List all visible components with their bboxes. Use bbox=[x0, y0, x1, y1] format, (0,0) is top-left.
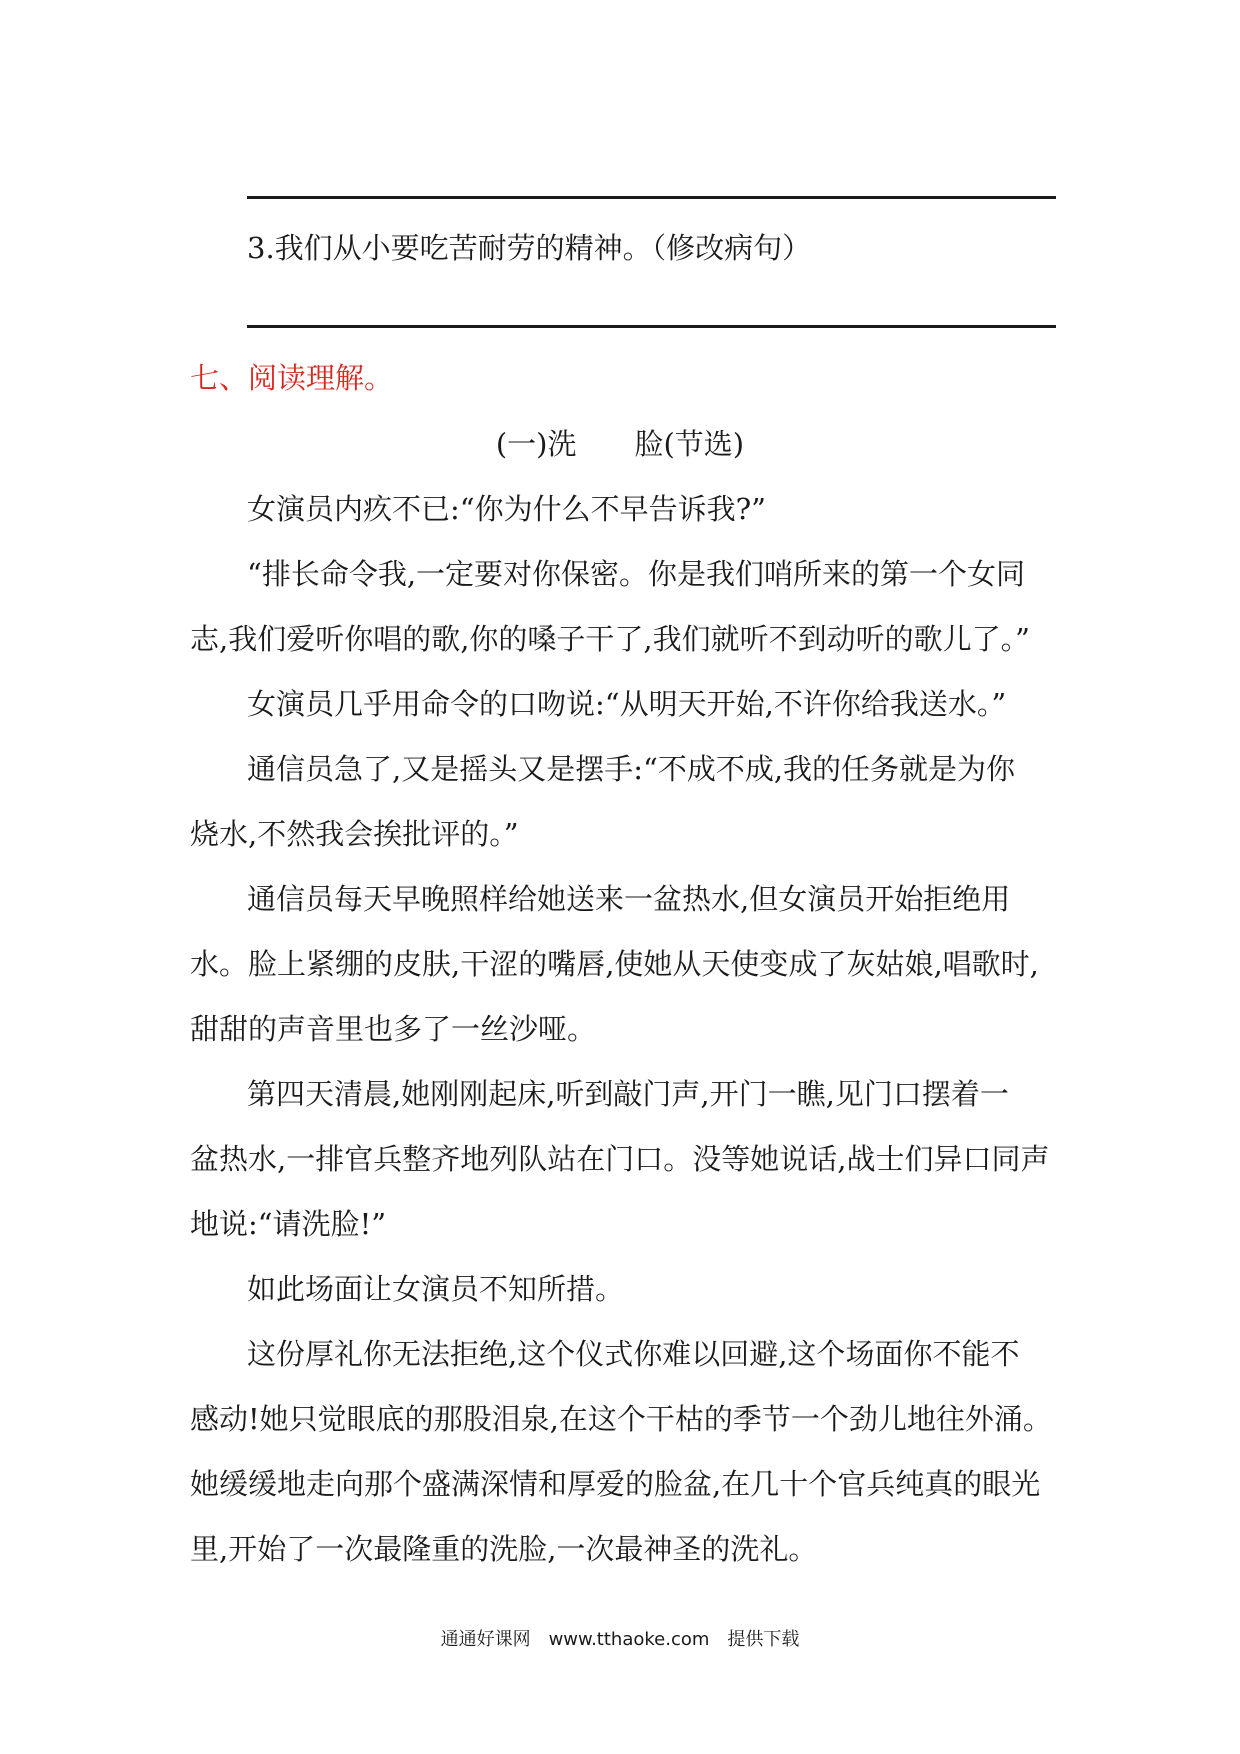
passage-line: 甜甜的声音里也多了一丝沙哑。 bbox=[190, 1012, 597, 1046]
passage-line: 女演员内疚不已:“你为什么不早告诉我?” bbox=[247, 492, 766, 526]
passage-line: 她缓缓地走向那个盛满深情和厚爱的脸盆,在几十个官兵纯真的眼光 bbox=[190, 1467, 1041, 1501]
answer-line bbox=[247, 196, 1056, 199]
passage-line: 这份厚礼你无法拒绝,这个仪式你难以回避,这个场面你不能不 bbox=[247, 1337, 1020, 1371]
question-3: 3.我们从小要吃苦耐劳的精神。（修改病句） bbox=[247, 231, 812, 265]
passage-line: 水。脸上紧绷的皮肤,干涩的嘴唇,使她从天使变成了灰姑娘,唱歌时, bbox=[190, 947, 1039, 981]
passage-line: 地说:“请洗脸!” bbox=[190, 1207, 387, 1241]
passage-line: 盆热水,一排官兵整齐地列队站在门口。没等她说话,战士们异口同声 bbox=[190, 1142, 1050, 1176]
passage-line: 烧水,不然我会挨批评的。” bbox=[190, 817, 519, 851]
passage-title: (一)洗 脸(节选) bbox=[495, 427, 745, 461]
passage-line: 里,开始了一次最隆重的洗脸,一次最神圣的洗礼。 bbox=[190, 1532, 818, 1566]
passage-line: 如此场面让女演员不知所措。 bbox=[247, 1272, 625, 1306]
passage-line: 第四天清晨,她刚刚起床,听到敲门声,开门一瞧,见门口摆着一 bbox=[247, 1077, 1009, 1111]
passage-line: “排长命令我,一定要对你保密。你是我们哨所来的第一个女同 bbox=[247, 557, 1026, 591]
passage-line: 通信员急了,又是摇头又是摆手:“不成不成,我的任务就是为你 bbox=[247, 752, 1016, 786]
passage-line: 女演员几乎用命令的口吻说:“从明天开始,不许你给我送水。” bbox=[247, 687, 1007, 721]
footer-watermark: 通通好课网 www.tthaoke.com 提供下载 bbox=[440, 1629, 800, 1650]
section-heading: 七、阅读理解。 bbox=[190, 361, 394, 395]
passage-line: 通信员每天早晚照样给她送来一盆热水,但女演员开始拒绝用 bbox=[247, 882, 1011, 916]
passage-line: 志,我们爱听你唱的歌,你的嗓子干了,我们就听不到动听的歌儿了。” bbox=[190, 622, 1030, 656]
passage-line: 感动!她只觉眼底的那股泪泉,在这个干枯的季节一个劲儿地往外涌。 bbox=[190, 1402, 1052, 1436]
answer-line bbox=[247, 325, 1056, 328]
